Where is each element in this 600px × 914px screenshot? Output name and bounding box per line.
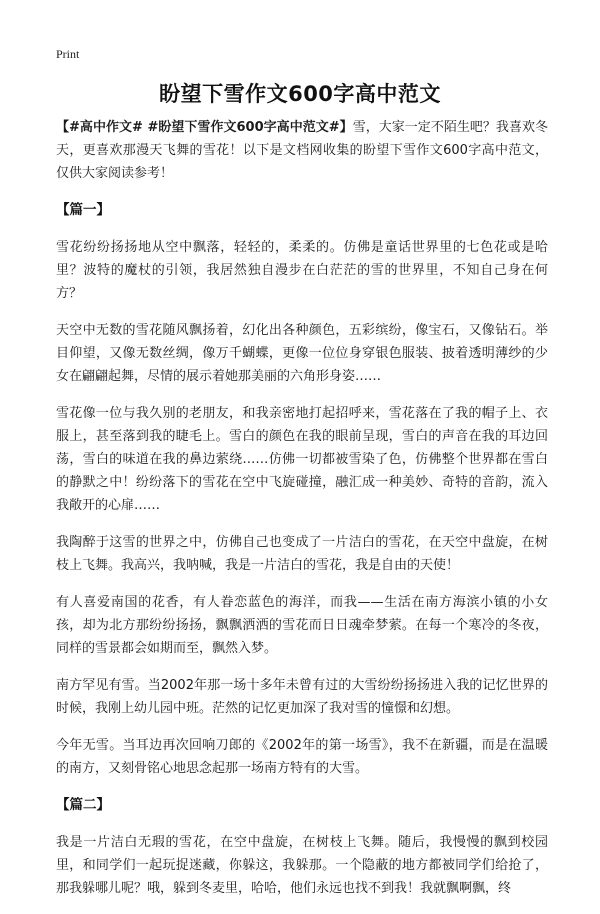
paragraph: 雪花像一位与我久别的老朋友，和我亲密地打起招呼来，雪花落在了我的帽子上、衣服上，甚至落到我的睫毛上。雪白的颜色在我的眼前呈现，雪白的声音在我的耳边回荡，雪白的味道在我的鼻边萦绕……仿佛一切都被雪染了色，仿佛整个世界都在雪白的静默之中！纷纷落下的雪花在空中飞旋碰撞，融汇成一种美妙、奇特的音韵，流入我敞开的心扉…… <box>56 406 548 513</box>
page-title: 盼望下雪作文600字高中范文 <box>159 82 441 106</box>
intro-paragraph <box>56 116 548 185</box>
section-heading-1: 【篇一】 <box>56 202 110 218</box>
paragraph: 我陶醉于这雪的世界之中，仿佛自己也变成了一片洁白的雪花，在天空中盘旋，在树枝上飞舞。我高兴，我呐喊，我是一片洁白的雪花，我是自由的天使！ <box>56 535 548 573</box>
paragraph: 我是一片洁白无瑕的雪花，在空中盘旋，在树枝上飞舞。随后，我慢慢的飘到校园里，和同学们一起玩捉迷藏，你躲这，我躲那。一个隐蔽的地方都被同学们给抢了，那我躲哪儿呢？哦，躲到冬麦里，哈哈，他们永远也找不到我！我就飘啊飘，终 <box>56 835 548 896</box>
paragraph: 天空中无数的雪花随风飘扬着，幻化出各种颜色，五彩缤纷，像宝石，又像钻石。举目仰望，又像无数丝绸，像万千蝴蝶，更像一位位身穿银色服装、披着透明薄纱的少女在翩翩起舞，尽情的展示着她那美丽的六角形身姿…… <box>56 323 548 384</box>
article-body <box>56 116 548 914</box>
paragraph: 雪花纷纷扬扬地从空中飘落，轻轻的，柔柔的。仿佛是童话世界里的七色花或是哈里？波特的魔杖的引领，我居然独自漫步在白茫茫的雪的世界里，不知自己身在何方？ <box>56 240 548 301</box>
paragraph: 南方罕见有雪。当2002年那一场十多年未曾有过的大雪纷纷扬扬进入我的记忆世界的时候，我刚上幼儿园中班。茫然的记忆更加深了我对雪的憧憬和幻想。 <box>56 678 548 716</box>
paragraph: 今年无雪。当耳边再次回响刀郎的《2002年的第一场雪》，我不在新疆，而是在温暖的南方，又刻骨铭心地思念起那一场南方特有的大雪。 <box>56 738 548 776</box>
print-link[interactable]: Print <box>56 47 80 61</box>
intro-text: 雪，大家一定不陌生吧？我喜欢冬天，更喜欢那漫天飞舞的雪花！以下是文档网收集的盼望下雪作文600字高中范文，仅供大家阅读参考！ <box>56 120 548 181</box>
paragraph: 有人喜爱南国的花香，有人眷恋蓝色的海洋，而我——生活在南方海滨小镇的小女孩，却为北方那纷纷扬扬，飘飘洒洒的雪花而日日魂牵梦萦。在每一个寒冷的冬夜，同样的雪景都会如期而至，飘然入梦。 <box>56 595 548 656</box>
section-heading-2: 【篇二】 <box>56 797 110 813</box>
intro-tag: 【#高中作文# #盼望下雪作文600字高中范文#】 <box>56 120 353 135</box>
